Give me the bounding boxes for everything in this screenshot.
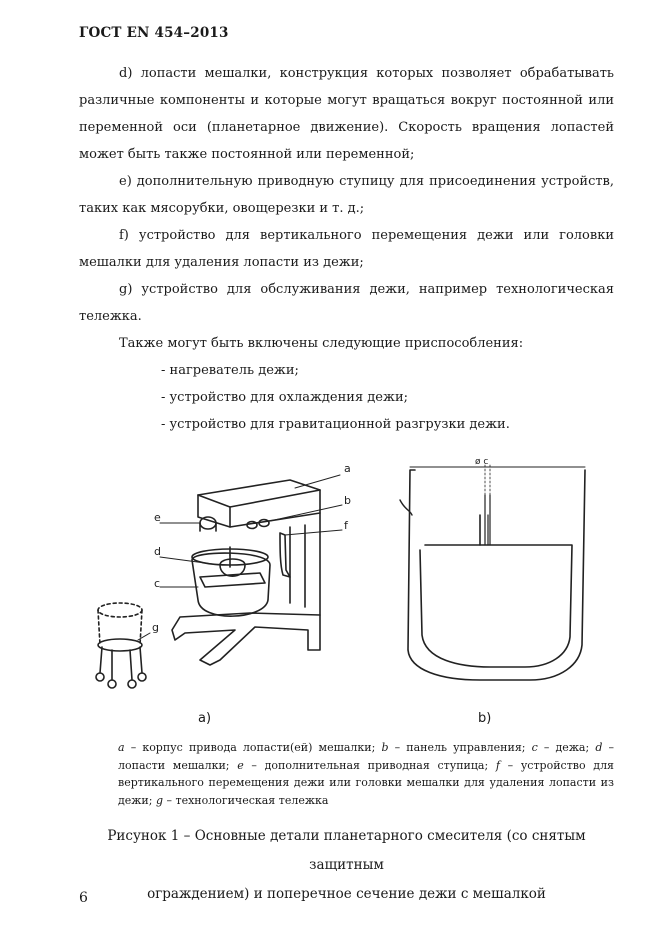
legend-text: – устройство для вертикального перемещения дежи или головки мешалки для удаления лопасти из дежи;: [118, 758, 614, 807]
paragraph-g: g) устройство для обслуживания дежи, например технологическая тележка.: [79, 282, 614, 324]
legend-key: b: [381, 741, 389, 754]
figure-legend: [118, 739, 614, 809]
paragraph-d: d) лопасти мешалки, конструкция которых позволяет обрабатывать различные компоненты и которые могут вращаться вокруг постоянной или переменной оси (планетарное движение). Скорость вращения лопастей может быть также постоянной или переменной;: [79, 66, 614, 162]
paragraph-e: e) дополнительную приводную ступицу для присоединения устройств, таких как мясорубки, овощерезки и т. д.;: [79, 174, 614, 216]
legend-text: – дежа;: [537, 741, 596, 754]
mixer-head: [198, 480, 320, 527]
list-item: - устройство для гравитационной разгрузки дежи.: [161, 417, 510, 432]
accessory-list: [79, 357, 614, 438]
legend-key: e: [237, 758, 244, 772]
bowl-section: [408, 470, 585, 680]
callout-e: e: [154, 511, 161, 524]
dimension-label: ø c: [475, 457, 489, 467]
mixer-drawing: [80, 455, 620, 705]
callout-f: f: [344, 519, 348, 532]
list-item: - устройство для охлаждения дежи;: [161, 390, 408, 405]
legend-key: a: [118, 741, 125, 754]
legend-key: d: [595, 741, 603, 754]
caption-line-1: Рисунок 1 – Основные детали планетарного смесителя (со снятым защитным: [107, 828, 586, 873]
page-number: 6: [79, 890, 88, 906]
list-item: - нагреватель дежи;: [161, 363, 299, 378]
legend-text: – дополнительная приводная ступица;: [243, 758, 496, 772]
legend-text: – технологическая тележка: [162, 793, 329, 807]
figure-part-b-label: b): [478, 711, 492, 726]
callout-b: b: [344, 494, 351, 507]
main-text: [79, 60, 614, 438]
paragraph-f: f) устройство для вертикального перемещения дежи или головки мешалки для удаления лопасти из дежи;: [79, 228, 614, 270]
figure-1: [80, 455, 620, 725]
callout-d: d: [154, 545, 161, 558]
intro-text: Также могут быть включены следующие приспособления:: [119, 336, 524, 351]
legend-text: – панель управления;: [388, 741, 532, 754]
legend-key: f: [495, 758, 500, 772]
legend-key: c: [531, 741, 538, 754]
callout-a: a: [344, 462, 351, 475]
legend-key: g: [155, 793, 163, 807]
legend-text: – лопасти мешалки;: [118, 741, 615, 772]
callout-c: c: [154, 577, 161, 590]
figure-part-a-label: a): [198, 711, 212, 726]
document-header: ГОСТ EN 454–2013: [79, 25, 229, 41]
legend-text: – корпус привода лопасти(ей) мешалки;: [124, 741, 382, 754]
callout-g: g: [152, 621, 159, 634]
figure-caption: [79, 822, 614, 909]
caption-line-2: ограждением) и поперечное сечение дежи с мешалкой: [147, 886, 546, 902]
